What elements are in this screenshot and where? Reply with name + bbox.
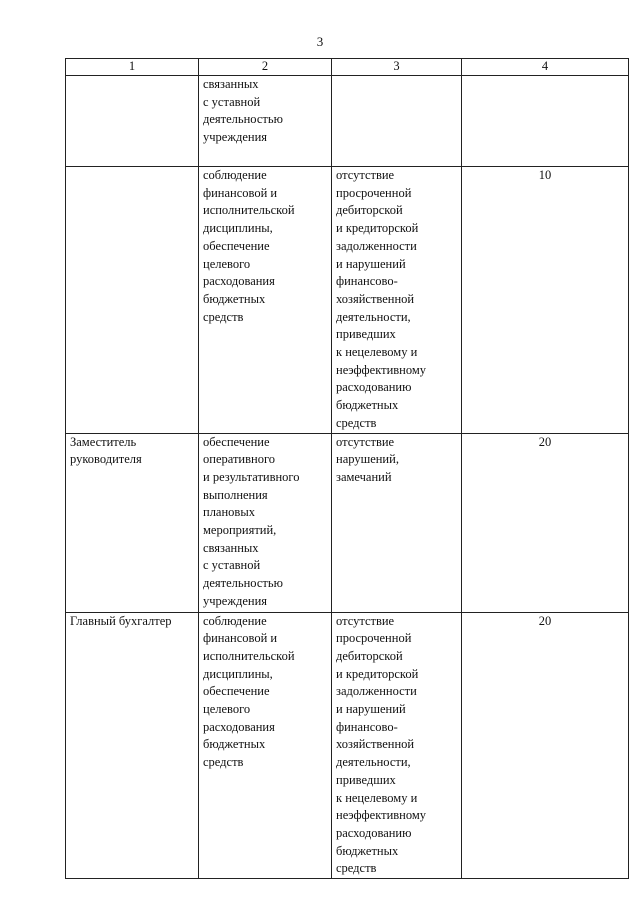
table-row — [66, 612, 629, 879]
position-cell: Заместитель руководителя — [66, 433, 199, 612]
criterion-cell: связанных с уставной деятельностью учреждения — [199, 76, 332, 167]
table-row — [66, 167, 629, 434]
points-cell: 20 — [462, 612, 629, 879]
condition-cell: отсутствие нарушений, замечаний — [332, 433, 462, 612]
points-cell — [462, 76, 629, 167]
table-row — [66, 76, 629, 167]
position-cell: Главный бухгалтер — [66, 612, 199, 879]
points-cell: 10 — [462, 167, 629, 434]
condition-cell — [332, 76, 462, 167]
criterion-cell: обеспечение оперативного и результативного выполнения плановых мероприятий, связанных с уставной деятельностью учреждения — [199, 433, 332, 612]
position-cell — [66, 167, 199, 434]
criterion-cell: соблюдение финансовой и исполнительской дисциплины, обеспечение целевого расходования бюджетных средств — [199, 167, 332, 434]
position-cell — [66, 76, 199, 167]
page-number: 3 — [316, 34, 324, 49]
condition-cell: отсутствие просроченной дебиторской и кредиторской задолженности и нарушений финансово- хозяйственной деятельности, приведших к нецелевому и неэффективному расходованию бюджетных средств — [332, 612, 462, 879]
points-cell: 20 — [462, 433, 629, 612]
column-header-2: 2 — [199, 59, 332, 76]
column-header-1: 1 — [66, 59, 199, 76]
table-row — [66, 433, 629, 612]
column-header-4: 4 — [462, 59, 629, 76]
column-header-3: 3 — [332, 59, 462, 76]
condition-cell: отсутствие просроченной дебиторской и кредиторской задолженности и нарушений финансово- хозяйственной деятельности, приведших к нецелевому и неэффективному расходованию бюджетных средств — [332, 167, 462, 434]
criterion-cell: соблюдение финансовой и исполнительской дисциплины, обеспечение целевого расходования бюджетных средств — [199, 612, 332, 879]
table-header-row — [66, 59, 629, 76]
criteria-table — [65, 58, 629, 879]
